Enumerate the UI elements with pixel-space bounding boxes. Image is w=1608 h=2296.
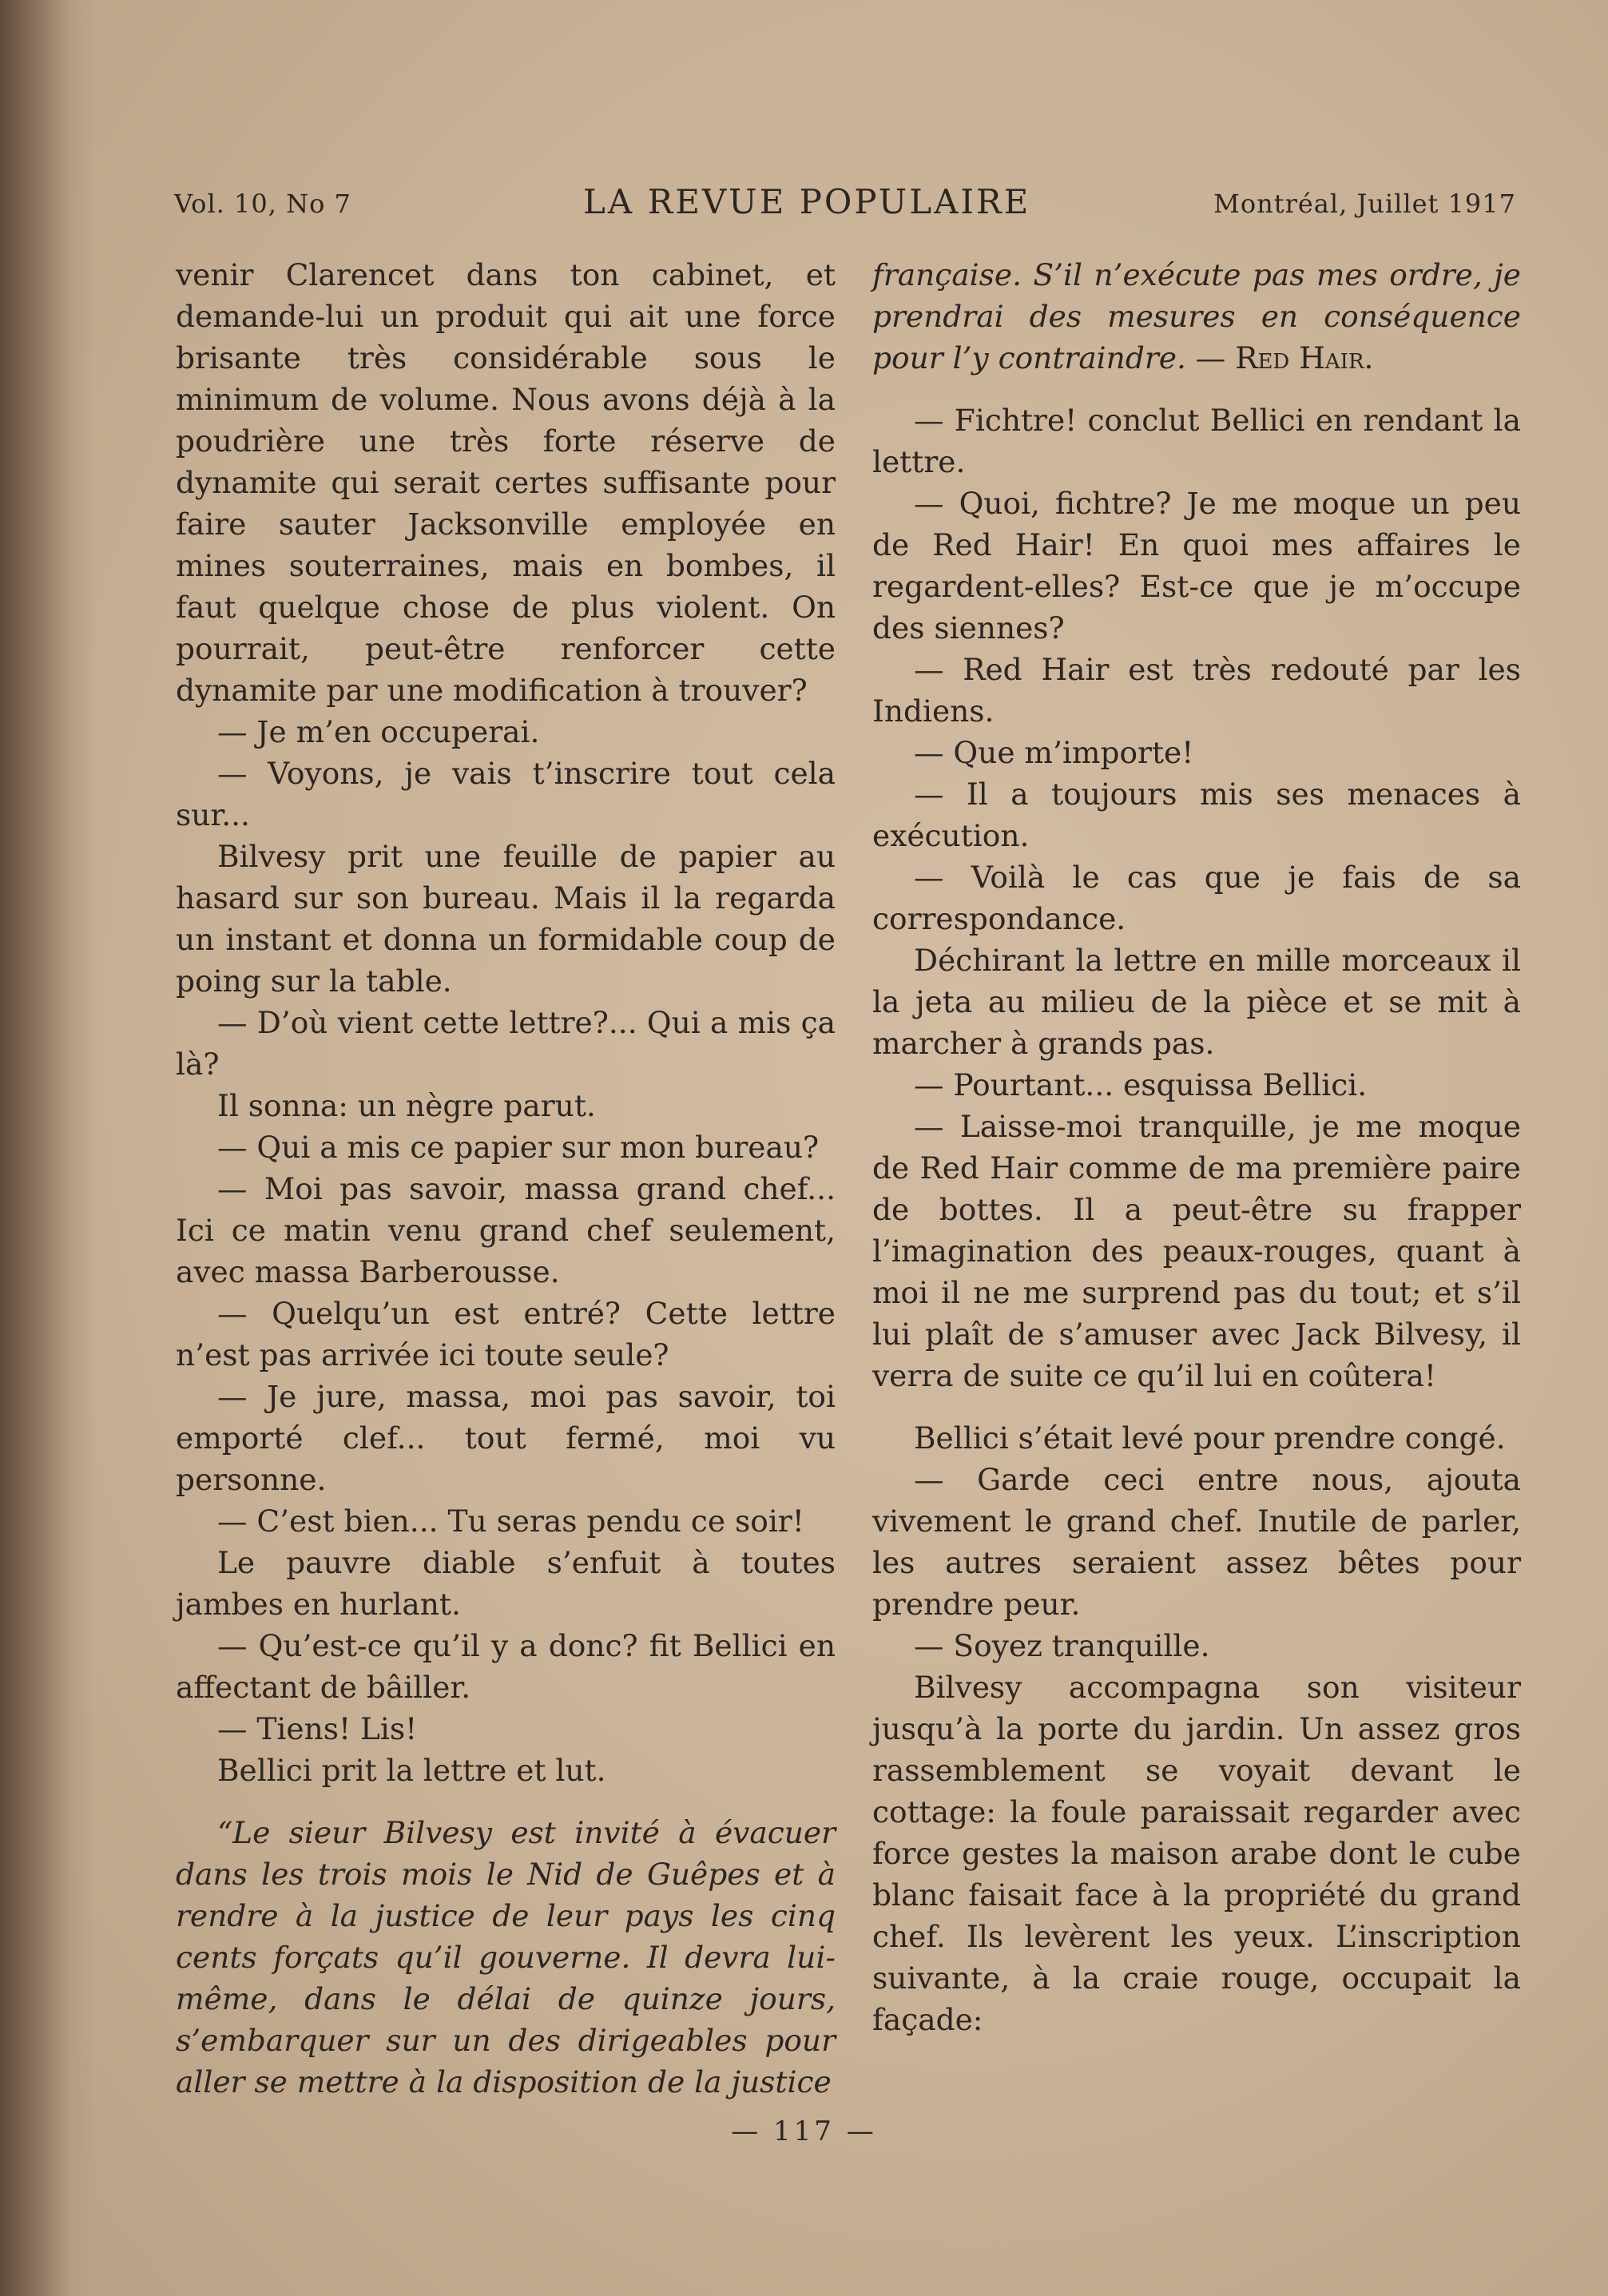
paragraph: — Qui a mis ce papier sur mon bureau?	[217, 1130, 820, 1165]
page-number: — 117 —	[731, 2115, 877, 2147]
right-column	[872, 254, 1521, 2040]
paragraph: — Moi pas savoir, massa grand chef... Ici ce matin venu grand chef seulement, avec massa Barberousse.	[176, 1171, 836, 1289]
paragraph: — C’est bien... Tu seras pendu ce soir!	[217, 1504, 804, 1539]
paragraph: venir Clarencet dans ton cabinet, et demande-lui un produit qui ait une force brisante très considérable sous le minimum de volume. Nous avons déjà à la poudrière une très forte réserve de dynamite qui serait certes suffisante pour faire sauter Jacksonville employée en mines souterraines, mais en bombes, il faut quelque chose de plus violent. On pourrait, peut-être renforcer cette dynamite par une modification à trouver?	[176, 257, 836, 708]
paragraph: — Que m’importe!	[914, 735, 1194, 770]
paragraph: — Quelqu’un est entré? Cette lettre n’est pas arrivée ici toute seule?	[176, 1296, 836, 1372]
paragraph: — Qu’est-ce qu’il y a donc? fit Bellici en affectant de bâiller.	[176, 1628, 836, 1705]
paragraph: — D’où vient cette lettre?... Qui a mis ça là?	[176, 1005, 836, 1082]
paragraph: — Il a toujours mis ses menaces à exécution.	[872, 777, 1521, 853]
paragraph: Déchirant la lettre en mille morceaux il la jeta au milieu de la pièce et se mit à marcher à grands pas.	[872, 943, 1521, 1061]
book-gutter-shadow	[0, 0, 96, 2296]
paragraph: — Fichtre! conclut Bellici en rendant la lettre.	[872, 403, 1521, 479]
paragraph: Il sonna: un nègre parut.	[217, 1088, 596, 1123]
paragraph: — Tiens! Lis!	[217, 1711, 418, 1746]
paragraph: — Soyez tranquille.	[914, 1628, 1210, 1663]
letter-text: “Le sieur Bilvesy est invité à évacuer dans les trois mois le Nid de Guêpes et à rendre à la justice de leur pays les cinq cents forçats qu’il gouverne. Il devra lui-même, dans le délai de quinze jours, s’embarquer sur un des dirigeables pour aller se mettre à la disposition de la justice	[176, 1815, 836, 2099]
paragraph: — Red Hair est très redouté par les Indiens.	[872, 652, 1521, 729]
paragraph: — Je m’en occuperai.	[217, 714, 540, 749]
paragraph: — Voyons, je vais t’inscrire tout cela sur...	[176, 756, 836, 832]
paragraph: — Voilà le cas que je fais de sa correspondance.	[872, 860, 1521, 936]
quoted-letter-continued: française. S’il n’exécute pas mes ordre, je prendrai des mesures en conséquence pour l’y contraindre. — Red Hair.	[872, 257, 1521, 375]
paragraph: Bilvesy accompagna son visiteur jusqu’à la porte du jardin. Un assez gros rassemblement se voyait devant le cottage: la foule paraissait regarder avec force gestes la maison arabe dont le cube blanc faisait face à la propriété du grand chef. Ils levèrent les yeux. L’inscription suivante, à la craie rouge, occupait la façade:	[872, 1670, 1521, 2037]
paragraph: Bellici prit la lettre et lut.	[217, 1753, 606, 1788]
quoted-letter	[176, 1812, 836, 2103]
issue-date: Montréal, Juillet 1917	[1213, 189, 1516, 219]
volume-number: Vol. 10, No 7	[174, 189, 351, 219]
left-column	[176, 254, 836, 2103]
paragraph: — Laisse-moi tranquille, je me moque de Red Hair comme de ma première paire de bottes. Il a peut-être su frapper l’imagination des peaux-rouges, quant à moi il ne me surprend pas du tout; et s’il lui plaît de s’amuser avec Jack Bilvesy, il verra de suite ce qu’il lui en coûtera!	[872, 1109, 1521, 1393]
paragraph: Le pauvre diable s’enfuit à toutes jambes en hurlant.	[176, 1545, 836, 1622]
paragraph: — Garde ceci entre nous, ajouta vivement le grand chef. Inutile de parler, les autres seraient assez bêtes pour prendre peur.	[872, 1462, 1521, 1622]
paragraph: — Pourtant... esquissa Bellici.	[914, 1067, 1368, 1102]
paragraph: — Je jure, massa, moi pas savoir, toi emporté clef... tout fermé, moi vu personne.	[176, 1379, 836, 1497]
paragraph: Bellici s’était levé pour prendre congé.	[914, 1420, 1506, 1456]
letter-signature: Red Hair.	[1235, 340, 1374, 375]
paragraph: Bilvesy prit une feuille de papier au hasard sur son bureau. Mais il la regarda un instant et donna un formidable coup de poing sur la table.	[176, 839, 836, 999]
journal-title: LA REVUE POPULAIRE	[583, 182, 1031, 221]
paragraph: — Quoi, fichtre? Je me moque un peu de Red Hair! En quoi mes affaires le regardent-elles? Est-ce que je m’occupe des siennes?	[872, 486, 1521, 646]
running-header	[174, 182, 1516, 230]
